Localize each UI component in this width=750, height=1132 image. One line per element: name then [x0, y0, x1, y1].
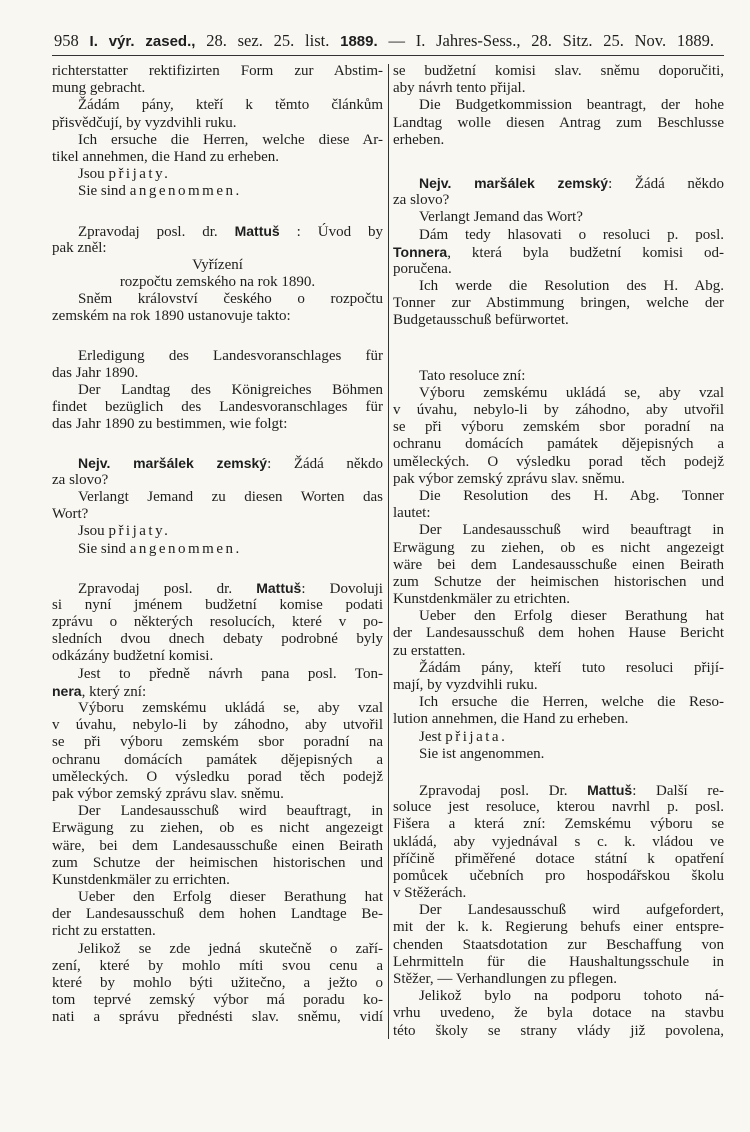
text-line — [393, 175, 724, 192]
text-line — [52, 683, 383, 700]
text-segment: Sie sind — [78, 540, 130, 557]
text-line — [52, 223, 383, 240]
text-line: Tonner zur Abstimmung bringen, welche der — [393, 295, 724, 312]
text-line: das Jahr 1890. — [52, 364, 139, 381]
text-line: Dám tedy hlasovati o resoluci p. posl. — [419, 226, 724, 243]
text-line — [393, 244, 724, 261]
speaker-name: Mattuš — [587, 781, 633, 798]
text-line: Kunstdenkmäler zu etrichten. — [393, 591, 571, 608]
text-line: Verlangt Jemand das Wort? — [419, 209, 583, 226]
paragraph — [52, 889, 383, 941]
speaker-name: nera — [52, 682, 82, 699]
text-line: ochranu domácích památek dějepisných a — [52, 751, 383, 768]
spaced-emphasis: přijata. — [445, 728, 508, 745]
paragraph — [393, 488, 724, 522]
text-line: Ueber den Erfolg dieser Berathung hat — [419, 608, 724, 625]
text-line: erheben. — [393, 131, 445, 148]
header-segment: — I. Jahres-Sess., 28. Sitz. 25. Nov. 1889. — [377, 31, 715, 50]
text-line: Sie ist angenommen. — [419, 745, 545, 762]
paragraph — [393, 278, 724, 330]
speaker-name: Tonnera — [393, 243, 448, 260]
text-line: chenden Staatsdotation zur Beschaffung von — [393, 936, 724, 953]
text-segment: Jest — [419, 728, 446, 745]
paragraph — [52, 97, 383, 131]
text-line: Lehrmitteln für die Haushaltungsschule in — [393, 953, 724, 970]
text-line: zum Schutze der heimischen historischen und — [393, 573, 724, 590]
paragraph — [52, 666, 383, 700]
text-line: za slovo? — [52, 471, 109, 488]
text-line: ukládá, aby vyjednával s c. k. vládou ve — [393, 833, 724, 850]
text-line: wäre, bei dem Landesausschuße einen Beirath — [52, 837, 383, 854]
paragraph — [393, 729, 724, 746]
text-line: poručena. — [393, 260, 452, 277]
paragraph — [52, 257, 383, 274]
spaced-emphasis: angenommen. — [129, 540, 242, 557]
paragraph — [393, 608, 724, 660]
paragraph — [393, 368, 724, 385]
text-line: wäre bei dem Landesausschuße einen Beirath — [393, 556, 724, 573]
header-segment: 28. sez. 25. list. — [195, 31, 341, 50]
text-segment: : Další re- — [632, 782, 724, 799]
text-line — [52, 580, 383, 597]
text-line: nati a správu přednésti slav. sněmu, vidí — [52, 1009, 383, 1026]
text-line: Výboru zemskému ukládá se, aby vzal — [78, 700, 383, 716]
text-line: zení, které by mohlo míti svou cenu a — [52, 957, 383, 974]
text-line: Fišera a která zní: Zemskému výboru se — [393, 816, 724, 833]
text-line: Žádám pány, kteří tuto resoluci přijí- — [419, 659, 724, 676]
paragraph — [52, 541, 383, 558]
text-segment: Zpravodaj posl. Dr. — [419, 782, 588, 799]
paragraph — [393, 694, 724, 728]
paragraph — [52, 291, 383, 325]
paragraph — [52, 223, 383, 257]
text-line: se budžetní komisi slav. sněmu doporučiti, — [393, 63, 724, 79]
text-segment: Sie sind — [78, 183, 130, 200]
text-line: richt zu erstatten. — [52, 923, 156, 940]
text-line: vrhu uvedeno, že byla dotace na stavbu — [393, 1005, 724, 1022]
text-line: Der Landesausschuß wird beauftragt in — [419, 522, 724, 539]
paragraph — [393, 782, 724, 902]
text-line — [393, 729, 724, 746]
text-line: Landtag wolle diesen Antrag zum Beschlusse — [393, 114, 724, 131]
text-line — [52, 455, 383, 472]
text-line: Stěžer, — Verhandlungen zu pflegen. — [393, 971, 618, 987]
text-line: v úvahu, nebylo-li by záhodno, aby utvořil — [52, 717, 383, 734]
text-line: Budgetausschuß befürwortet. — [393, 312, 569, 329]
speaker-name: Nejv. maršálek zemský — [78, 454, 268, 471]
text-line: Ich werde die Resolution des H. Abg. — [419, 278, 724, 295]
text-line: sledních dvou dnech debaty podrobné byly — [52, 631, 383, 648]
text-line: pak výbor zemský zprávu slav. sněmu. — [393, 470, 625, 487]
text-line: zemském na rok 1890 ustanovuje takto: — [52, 308, 291, 325]
paragraph — [52, 382, 383, 434]
text-line: ochranu domácích památek dějepisných a — [393, 436, 724, 453]
text-segment: Zpravodaj posl. dr. — [78, 223, 235, 240]
text-line: Ueber den Erfolg dieser Berathung hat — [78, 889, 383, 906]
paragraph — [393, 746, 724, 763]
paragraph — [52, 700, 383, 803]
header-segment: 958 — [54, 31, 90, 50]
text-line: si nyní jménem budžetní komise podati — [52, 596, 383, 613]
header-rule — [52, 55, 724, 56]
column-divider — [388, 64, 389, 1039]
paragraph — [52, 132, 383, 166]
text-segment: , který zní: — [81, 683, 147, 700]
speaker-name: Mattuš — [234, 222, 280, 239]
paragraph — [52, 166, 383, 183]
text-line: pak výbor zemský zprávu slav. sněmu. — [52, 785, 284, 802]
text-line: Erledigung des Landesvoranschlages für — [78, 347, 383, 364]
paragraph — [393, 522, 724, 608]
text-line: Sněm království českého o rozpočtu — [78, 291, 383, 308]
text-line: das Jahr 1890 zu bestimmen, wie folgt: — [52, 416, 288, 433]
spaced-emphasis: angenommen. — [129, 183, 242, 200]
header-segment: 1889. — [340, 33, 378, 50]
text-line: uměleckých. O výsledku porad těch podejž — [52, 768, 383, 785]
text-line: Verlangt Jemand zu diesen Worten das — [78, 488, 383, 505]
text-line: aby návrh tento přijal. — [393, 80, 526, 97]
text-segment: Jsou — [78, 523, 109, 540]
text-segment: Jsou — [78, 166, 109, 183]
text-line: které by mohlo býti užitečno, a ježto o — [52, 975, 383, 991]
paragraph — [52, 489, 383, 523]
text-segment: Zpravodaj posl. dr. — [78, 580, 257, 597]
text-line: Jest to předně návrh pana posl. Ton- — [78, 665, 383, 682]
text-line: Ich ersuche die Herren, welche die Reso- — [419, 694, 724, 711]
paragraph — [52, 580, 383, 666]
text-line: lautet: — [393, 505, 431, 522]
text-line: tikel annehmen, die Hand zu erheben. — [52, 148, 279, 165]
paragraph — [393, 660, 724, 694]
text-line: mají, by vyzdvihli ruku. — [393, 677, 538, 693]
text-line: zum Schutze der heimischen historischen und — [52, 854, 383, 871]
text-line: findet bezüglich des Landesvoranschlages für — [52, 399, 383, 416]
text-line: uměleckých. O výsledku porad těch podejž — [393, 453, 724, 470]
text-line: der Landesausschuß dem hohen Landtage Be- — [52, 906, 383, 923]
text-line: mung gebracht. — [52, 80, 146, 97]
text-line: Jelikož bylo na podporu tohoto ná- — [419, 988, 724, 1005]
paragraph — [52, 523, 383, 540]
text-line — [52, 183, 383, 200]
text-line: tom teprvé zemský výbor má poradu ko- — [52, 992, 383, 1009]
spaced-emphasis: přijaty. — [108, 166, 171, 183]
right-column — [393, 63, 724, 1040]
text-line: Výboru zemskému ukládá se, aby vzal — [419, 384, 724, 401]
text-line: se při výboru zemském sbor poradní na — [52, 734, 383, 751]
paragraph — [52, 63, 383, 97]
text-line: pak zněl: — [52, 239, 107, 256]
text-line: odkázány budžetní komisi. — [52, 648, 214, 665]
paragraph — [393, 902, 724, 988]
text-line: Vyřízení — [192, 256, 243, 273]
text-line: Ich ersuche die Herren, welche diese Ar- — [78, 131, 383, 148]
paragraph — [52, 183, 383, 200]
text-line: Wort? — [52, 506, 89, 523]
paragraph — [52, 941, 383, 1027]
text-line: Jelikož se zde jedná skutečně o zaří- — [78, 940, 383, 957]
text-line: mit der k. k. Regierung behufs einer entspre- — [393, 919, 724, 936]
text-line: za slovo? — [393, 192, 450, 209]
text-line: v úvahu, nebylo-li by záhodno, aby utvořil — [393, 402, 724, 418]
text-segment: : Žádá někdo — [267, 455, 383, 472]
text-line — [52, 166, 383, 183]
text-line — [52, 541, 383, 558]
text-segment: , která byla budžetní komisi od- — [447, 244, 724, 261]
left-column — [52, 63, 383, 1027]
text-line: Žádám pány, kteří k těmto článkům — [78, 97, 383, 114]
text-line: lution annehmen, die Hand zu erheben. — [393, 711, 629, 728]
text-line: rozpočtu zemského na rok 1890. — [119, 274, 316, 291]
text-line: Die Budgetkommission beantragt, der hohe — [419, 97, 724, 114]
paragraph — [393, 209, 724, 226]
text-line: richterstatter rektifizirten Form zur Abstim- — [52, 63, 383, 79]
text-line: zprávu o některých resolucích, které v po- — [52, 614, 383, 631]
paragraph — [393, 385, 724, 488]
paragraph — [393, 175, 724, 209]
text-line: této školy se strany vlády již povolena, — [393, 1022, 724, 1039]
paragraph — [393, 97, 724, 149]
text-segment: : Dovoluji — [301, 580, 383, 597]
speaker-name: Mattuš — [256, 579, 302, 596]
paragraph — [52, 348, 383, 382]
text-line: Der Landesausschuß wird aufgefordert, — [419, 902, 724, 919]
text-line: zu erstatten. — [393, 642, 466, 659]
header-segment: I. výr. zased., — [89, 33, 196, 50]
paragraph — [52, 455, 383, 489]
text-line: pomůcek učebních pro hospodářskou školu — [393, 867, 724, 884]
paragraph — [52, 803, 383, 889]
paragraph — [393, 988, 724, 1040]
text-line: Erwägung zu ziehen, ob es nicht angezeigt — [52, 820, 383, 837]
text-line: se při výboru zemském sbor poradní na — [393, 419, 724, 436]
paragraph — [393, 227, 724, 279]
text-line: přisvědčují, by vyzdvihli ruku. — [52, 114, 237, 131]
paragraph — [393, 63, 724, 97]
page-running-header — [54, 31, 714, 51]
text-line: soluce jest resoluce, kterou navrhl p. posl. — [393, 799, 724, 816]
text-line — [52, 523, 383, 540]
text-segment: : Úvod by — [279, 223, 383, 240]
spaced-emphasis: přijaty. — [108, 523, 171, 540]
paragraph — [52, 274, 383, 291]
text-line: Erwägung zu ziehen, ob es nicht angezeigt — [393, 539, 724, 556]
text-line: Die Resolution des H. Abg. Tonner — [419, 487, 724, 504]
text-line: Kunstdenkmäler zu errichten. — [52, 871, 230, 888]
text-line: der Landesausschuß dem hohen Hause Bericht — [393, 625, 724, 642]
text-line: Tato resoluce zní: — [419, 367, 526, 384]
text-line: Der Landtag des Königreiches Böhmen — [78, 382, 383, 398]
text-line — [393, 782, 724, 799]
text-line: příčině přiměřené dotace státní k opatření — [393, 850, 724, 867]
text-line: v Stěžerách. — [393, 885, 467, 902]
text-line: Der Landesausschuß wird beauftragt, in — [78, 803, 383, 820]
speaker-name: Nejv. maršálek zemský — [419, 174, 609, 191]
text-segment: : Žádá někdo — [608, 175, 724, 192]
